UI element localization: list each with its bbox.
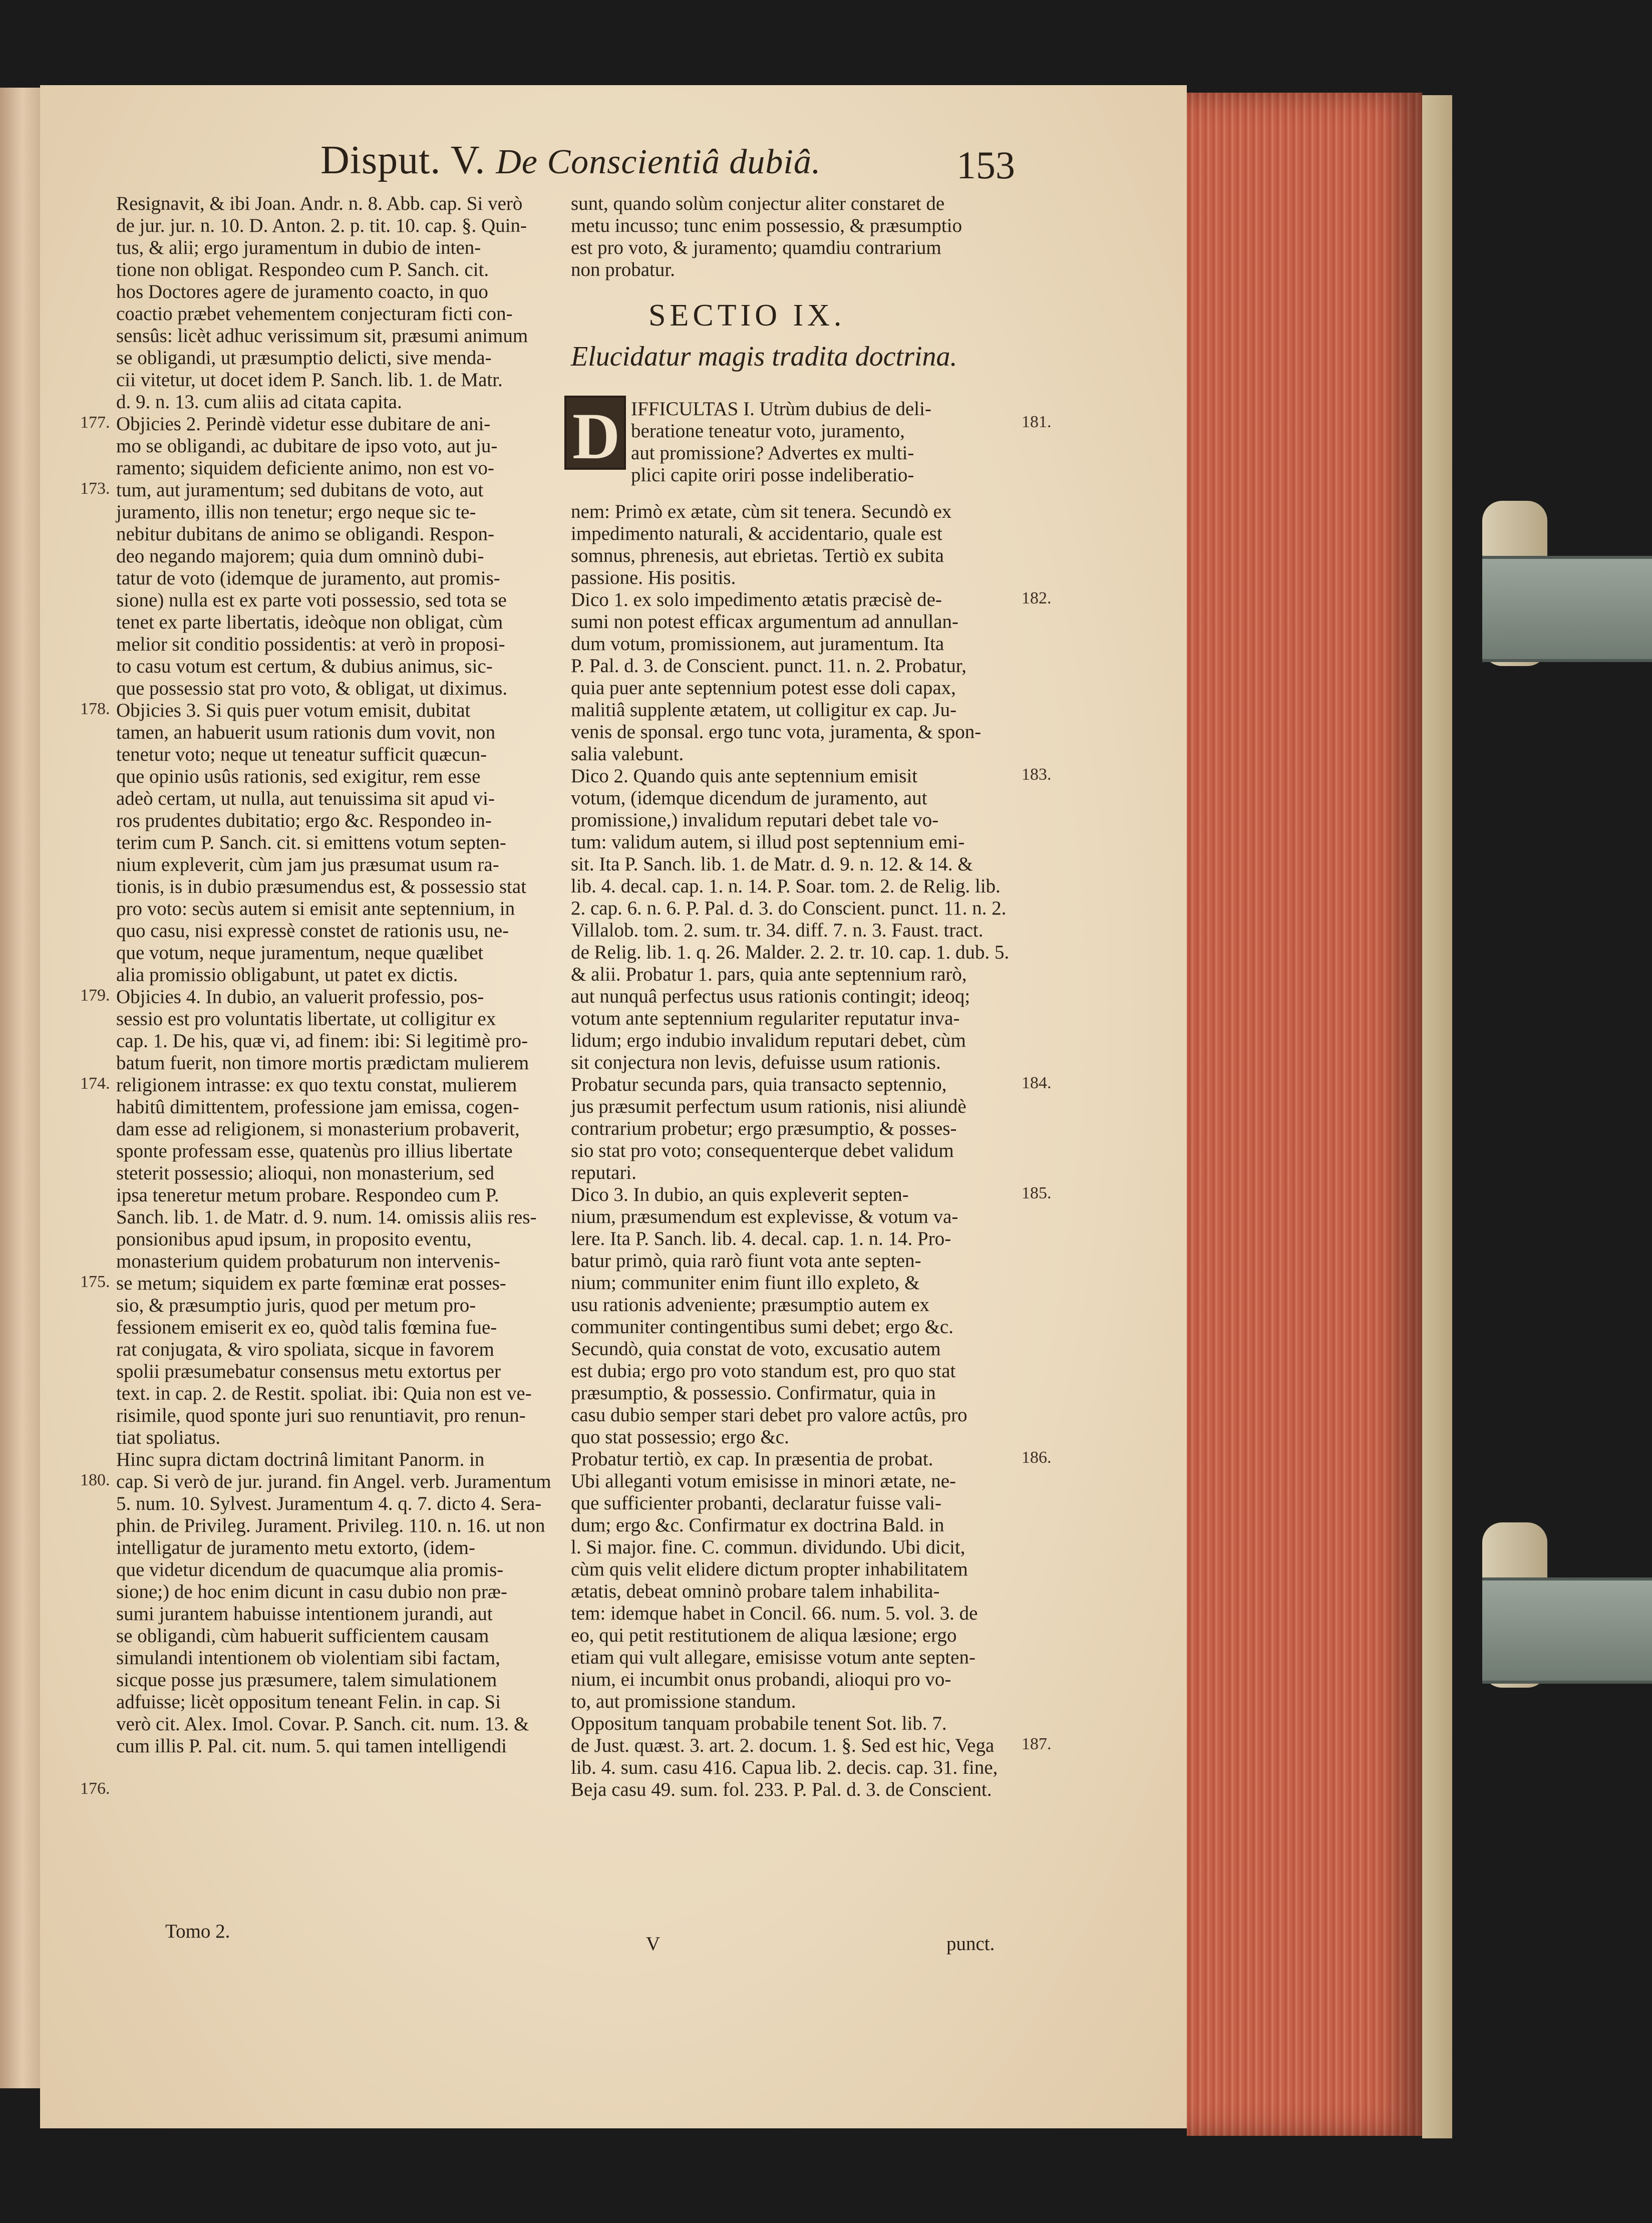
- left-column-line: hos Doctores agere de juramento coacto, in quo: [116, 281, 488, 302]
- right-column-line: contrarium probetur; ergo præsumptio, & posses-: [571, 1118, 957, 1139]
- left-column-line: tiat spoliatus.: [116, 1427, 220, 1448]
- left-column-line: tione non obligat. Respondeo cum P. Sanch. cit.: [116, 259, 489, 280]
- right-column-line: nium, præsumendum est explevisse, & votum va-: [571, 1206, 958, 1227]
- left-column-line: tenetur voto; neque ut teneatur sufficit quæcun-: [116, 744, 487, 765]
- right-column-line: votum, (idemque dicendum de juramento, aut: [571, 787, 927, 809]
- left-column-line: tatur de voto (idemque de juramento, aut promis-: [116, 567, 500, 589]
- right-column-line: batur primò, quia rarò fiunt vota ante septen-: [571, 1250, 921, 1272]
- right-column-line: cùm quis velit elidere dictum propter inhabilitatem: [571, 1558, 968, 1580]
- left-column-line: sione;) de hoc enim dicunt in casu dubio non præ-: [116, 1581, 507, 1603]
- right-intro-line: sunt, quando solùm conjectur aliter constaret de: [571, 193, 945, 214]
- right-column-line: Dico 1. ex solo impedimento ætatis præcisè de-: [571, 589, 942, 610]
- left-column-line: religionem intrasse: ex quo textu constat, mulierem: [116, 1074, 517, 1096]
- right-column-line: promissione,) invalidum reputari debet tale vo-: [571, 809, 939, 831]
- left-column-line: de jur. jur. n. 10. D. Anton. 2. p. tit. 10. cap. §. Quin-: [116, 215, 527, 236]
- right-column-line: lib. 4. sum. casu 416. Capua lib. 2. decis. cap. 31. fine,: [571, 1757, 998, 1778]
- left-column-line: ros prudentes dubitatio; ergo &c. Respondeo in-: [116, 810, 492, 831]
- right-column-line: 2. cap. 6. n. 6. P. Pal. d. 3. do Conscient. punct. 11. n. 2.: [571, 897, 1007, 919]
- right-column-line: communiter contingentibus sumi debet; ergo &c.: [571, 1316, 953, 1338]
- right-column-line: etiam qui vult allegare, emisisse votum ante septen-: [571, 1647, 975, 1668]
- running-head: [320, 138, 821, 183]
- left-column-line: spolii præsumebatur consensus metu extortus per: [116, 1361, 501, 1382]
- left-column-line: quo casu, nisi expressè constet de rationis usu, ne-: [116, 920, 509, 941]
- left-margin-number: 174.: [80, 1074, 110, 1093]
- right-column-line: Beja casu 49. sum. fol. 233. P. Pal. d. 3. de Conscient.: [571, 1779, 992, 1800]
- left-column-line: se obligandi, cùm habuerit sufficientem causam: [116, 1625, 489, 1647]
- right-column-line: quia puer ante septennium potest esse doli capax,: [571, 677, 956, 699]
- left-column-line: deo negando majorem; quia dum omninò dubi-: [116, 545, 484, 567]
- right-column-line: l. Si major. fine. C. commun. dividundo. Ubi dicit,: [571, 1536, 965, 1558]
- left-column-line: que possessio stat pro voto, & obligat, ut diximus.: [116, 678, 508, 699]
- left-margin-number: 180.: [80, 1471, 110, 1489]
- left-column-line: ramento; siquidem deficiente animo, non est vo-: [116, 457, 494, 479]
- right-intro-line: non probatur.: [571, 259, 675, 280]
- right-column-line: dum votum, promissionem, aut juramentum. Ita: [571, 633, 944, 655]
- left-margin-number: 178.: [80, 700, 110, 718]
- right-margin-number: 181.: [1022, 413, 1052, 431]
- left-margin-number: 177.: [80, 413, 110, 432]
- footer-signature: V: [646, 1933, 660, 1955]
- right-margin-number: 183.: [1022, 765, 1052, 784]
- left-column-line: verò cit. Alex. Imol. Covar. P. Sanch. cit. num. 13. &: [116, 1713, 529, 1735]
- left-column-line: adfuisse; licèt oppositum teneant Felin. in cap. Si: [116, 1691, 501, 1713]
- dropcap-letter: D: [572, 399, 620, 473]
- left-column-line: que opinio usûs rationis, sed exigitur, rem esse: [116, 766, 481, 787]
- previous-page-edge: [0, 88, 40, 2088]
- right-column-line: sit conjectura non levis, defuisse usum rationis.: [571, 1052, 941, 1073]
- right-margin-number: 187.: [1022, 1735, 1052, 1753]
- left-column-line: sponte professam esse, quatenùs pro illius libertate: [116, 1140, 513, 1162]
- dropcap-line: beratione teneatur voto, juramento,: [631, 420, 905, 442]
- left-column-line: sessio est pro voluntatis libertate, ut colligitur ex: [116, 1008, 496, 1030]
- left-column-line: tum, aut juramentum; sed dubitans de voto, aut: [116, 479, 484, 501]
- right-column-line: Villalob. tom. 2. sum. tr. 34. diff. 7. n. 3. Faust. tract.: [571, 919, 983, 941]
- left-column-line: monasterium quidem probaturum non intervenis-: [116, 1250, 500, 1272]
- left-column-line: adeò certam, ut nulla, aut tenuissima sit apud vi-: [116, 788, 495, 809]
- left-column-line: melior sit conditio possidentis: at verò in proposi-: [116, 633, 505, 655]
- right-column-line: tem: idemque habet in Concil. 66. num. 5. vol. 3. de: [571, 1603, 978, 1624]
- left-margin-number: 179.: [80, 986, 110, 1005]
- clasp-upper: [1482, 556, 1652, 662]
- right-column-line: impedimento naturali, & accidentario, quale est: [571, 523, 942, 544]
- right-column-line: Ubi alleganti votum emisisse in minori ætate, ne-: [571, 1470, 956, 1492]
- right-column-line: de Just. quæst. 3. art. 2. docum. 1. §. Sed est hic, Vega: [571, 1735, 995, 1756]
- left-column-line: tionis, is in dubio præsumendus est, & possessio stat: [116, 876, 527, 897]
- right-column-line: præsumptio, & possessio. Confirmatur, quia in: [571, 1382, 936, 1404]
- left-column-line: rat conjugata, & viro spoliata, sicque in favorem: [116, 1339, 494, 1360]
- footer-catchword: punct.: [946, 1933, 995, 1955]
- page-number: 153: [956, 143, 1015, 187]
- left-column-line: cap. Si verò de jur. jurand. fin Angel. verb. Juramentum: [116, 1471, 551, 1492]
- decorated-dropcap: [564, 396, 626, 473]
- right-column-line: passione. His positis.: [571, 567, 736, 588]
- right-column-line: ætatis, debeat omninò probare talem inhabilita-: [571, 1580, 940, 1602]
- right-column-line: jus præsumit perfectum usum rationis, nisi aliundè: [571, 1096, 966, 1117]
- right-column-line: reputari.: [571, 1162, 637, 1183]
- left-column-line: to casu votum est certum, & dubius animus, sic-: [116, 656, 493, 677]
- right-column-line: Oppositum tanquam probabile tenent Sot. lib. 7.: [571, 1713, 947, 1734]
- right-column-line: lidum; ergo indubio invalidum reputari debet, cùm: [571, 1030, 966, 1051]
- right-column-line: tum: validum autem, si illud post septennium emi-: [571, 831, 965, 853]
- clasp-lower: [1482, 1577, 1652, 1684]
- right-column-line: de Relig. lib. 1. q. 26. Malder. 2. 2. tr. 10. cap. 1. dub. 5.: [571, 941, 1010, 963]
- left-column-line: nium expleverit, cùm jam jus præsumat usum ra-: [116, 854, 499, 875]
- left-column-line: tus, & alii; ergo juramentum in dubio de inten-: [116, 237, 481, 258]
- section-subheading: Elucidatur magis tradita doctrina.: [571, 341, 957, 372]
- left-column-line: Objicies 3. Si quis puer votum emisit, dubitat: [116, 700, 471, 721]
- left-column-line: Objicies 2. Perindè videtur esse dubitare de ani-: [116, 413, 491, 435]
- running-head-title: De Conscientiâ dubiâ.: [496, 143, 821, 181]
- left-column-line: alia promissio obligabunt, ut patet ex dictis.: [116, 964, 458, 986]
- binding-board: [1422, 95, 1452, 2138]
- left-column-line: pro voto: secùs autem si emisit ante septennium, in: [116, 898, 515, 919]
- right-column-line: sio stat pro voto; consequenterque debet validum: [571, 1140, 954, 1161]
- left-margin-number: 176.: [80, 1779, 110, 1798]
- left-column-line: nebitur dubitans de animo se obligandi. Respon-: [116, 523, 494, 545]
- right-column-line: lib. 4. decal. cap. 1. n. 14. P. Soar. tom. 2. de Relig. lib.: [571, 875, 1001, 897]
- left-margin-number: 175.: [80, 1273, 110, 1291]
- right-column-line: sumi non potest efficax argumentum ad annullan-: [571, 611, 959, 632]
- right-column-line: & alii. Probatur 1. pars, quia ante septennium rarò,: [571, 964, 967, 985]
- right-column-line: Probatur secunda pars, quia transacto septennio,: [571, 1074, 947, 1095]
- left-column-line: se obligandi, ut præsumptio delicti, sive menda-: [116, 347, 492, 369]
- right-margin-number: 182.: [1022, 589, 1052, 607]
- left-column-line: sio, & præsumptio juris, quod per metum pro-: [116, 1295, 476, 1316]
- left-column-line: que votum, neque juramentum, neque quælibet: [116, 942, 484, 964]
- left-column-line: steterit possessio; alioqui, non monasterium, sed: [116, 1162, 494, 1184]
- left-column-line: mo se obligandi, ac dubitare de ipso voto, aut ju-: [116, 435, 498, 457]
- right-column-line: quo stat possessio; ergo &c.: [571, 1426, 789, 1448]
- right-margin-number: 185.: [1022, 1184, 1052, 1202]
- left-column-line: cii vitetur, ut docet idem P. Sanch. lib. 1. de Matr.: [116, 369, 503, 391]
- left-column-line: simulandi intentionem ob violentiam sibi factam,: [116, 1647, 500, 1669]
- right-column-line: nium, ei incumbit onus probandi, alioqui pro vo-: [571, 1669, 951, 1690]
- left-column-line: cum illis P. Pal. cit. num. 5. qui tamen intelligendi: [116, 1735, 507, 1757]
- left-column-line: Hinc supra dictam doctrinâ limitant Panorm. in: [116, 1449, 485, 1470]
- left-column-line: text. in cap. 2. de Restit. spoliat. ibi: Quia non est ve-: [116, 1383, 532, 1404]
- dropcap-line: plici capite oriri posse indeliberatio-: [631, 464, 914, 486]
- right-column-line: P. Pal. d. 3. de Conscient. punct. 11. n. 2. Probatur,: [571, 655, 966, 677]
- right-column-line: sit. Ita P. Sanch. lib. 1. de Matr. d. 9. n. 12. & 14. &: [571, 853, 973, 875]
- section-heading: SECTIO IX.: [648, 298, 846, 333]
- right-column-line: nium; communiter enim fiunt illo expleto, &: [571, 1272, 920, 1294]
- left-column-line: phin. de Privileg. Jurament. Privileg. 110. n. 16. ut non: [116, 1515, 545, 1536]
- right-intro-line: metu incusso; tunc enim possessio, & præsumptio: [571, 215, 962, 236]
- right-column-line: votum ante septennium regulariter reputatur inva-: [571, 1008, 960, 1029]
- left-column-line: se metum; siquidem ex parte fœminæ erat posses-: [116, 1273, 506, 1294]
- left-column-line: juramento, illis non tenetur; ergo neque sic te-: [116, 501, 476, 523]
- left-column-line: dam esse ad religionem, si monasterium probaverit,: [116, 1118, 520, 1140]
- footer-volume: Tomo 2.: [165, 1921, 230, 1942]
- right-column-line: to, aut promissione standum.: [571, 1691, 796, 1712]
- left-column-line: que videtur dicendum de quacumque alia promis-: [116, 1559, 504, 1580]
- left-column-line: risimile, quod sponte juri suo renuntiavit, pro renun-: [116, 1405, 526, 1426]
- left-column-line: ponsionibus apud ipsum, in proposito eventu,: [116, 1228, 472, 1250]
- left-column-line: sumi jurantem habuisse intentionem jurandi, aut: [116, 1603, 493, 1625]
- right-column-line: lere. Ita P. Sanch. lib. 4. decal. cap. 1. n. 14. Pro-: [571, 1228, 951, 1249]
- left-column-line: ipsa teneretur metum probare. Respondeo cum P.: [116, 1184, 499, 1206]
- left-column-line: Sanch. lib. 1. de Matr. d. 9. num. 14. omissis aliis res-: [116, 1206, 537, 1228]
- right-column-line: nem: Primò ex ætate, cùm sit tenera. Secundò ex: [571, 501, 952, 522]
- right-column-line: somnus, phrenesis, aut ebrietas. Tertiò ex subita: [571, 545, 944, 566]
- page-block-fore-edge: [1187, 93, 1422, 2136]
- right-margin-number: 184.: [1022, 1074, 1052, 1092]
- left-column-line: d. 9. n. 13. cum aliis ad citata capita.: [116, 391, 402, 413]
- right-column-line: Secundò, quia constat de voto, excusatio autem: [571, 1338, 941, 1360]
- right-column-line: eo, qui petit restitutionem de aliqua læsione; ergo: [571, 1625, 957, 1646]
- right-column-line: Dico 3. In dubio, an quis expleverit septen-: [571, 1184, 909, 1205]
- left-column-line: coactio præbet vehementem conjecturam ficti con-: [116, 303, 513, 325]
- right-column-line: salia valebunt.: [571, 743, 684, 765]
- left-column-line: sicque posse jus præsumere, talem simulationem: [116, 1669, 497, 1691]
- left-column-line: habitû dimittentem, professione jam emissa, cogen-: [116, 1096, 519, 1118]
- right-column-line: que sufficienter probanti, declaratur fuisse vali-: [571, 1492, 941, 1514]
- left-column-line: batum fuerit, non timore mortis prædictam mulierem: [116, 1052, 529, 1074]
- right-column-line: usu rationis adveniente; præsumptio autem ex: [571, 1294, 929, 1316]
- left-column-line: tamen, an habuerit usum rationis dum vovit, non: [116, 722, 496, 743]
- left-column-line: Objicies 4. In dubio, an valuerit professio, pos-: [116, 986, 484, 1008]
- right-column-line: est dubia; ergo pro voto standum est, pro quo stat: [571, 1360, 956, 1382]
- left-margin-number: 173.: [80, 479, 110, 498]
- right-column-line: venis de sponsal. ergo tunc vota, juramenta, & spon-: [571, 721, 981, 743]
- left-column-line: sione) nulla est ex parte voti possessio, sed tota se: [116, 589, 507, 611]
- right-intro-line: est pro voto, & juramento; quamdiu contrarium: [571, 237, 941, 258]
- right-column-line: dum; ergo &c. Confirmatur ex doctrina Bald. in: [571, 1514, 944, 1536]
- left-column-line: 5. num. 10. Sylvest. Juramentum 4. q. 7. dicto 4. Sera-: [116, 1493, 542, 1514]
- right-margin-number: 186.: [1022, 1448, 1052, 1467]
- right-column-line: casu dubio semper stari debet pro valore actûs, pro: [571, 1404, 967, 1426]
- left-column-line: intelligatur de juramento metu extorto, (idem-: [116, 1537, 475, 1558]
- right-column-line: aut nunquâ perfectus usus rationis contingit; ideoq;: [571, 986, 970, 1007]
- right-column-line: Dico 2. Quando quis ante septennium emisit: [571, 765, 918, 787]
- right-column-line: Probatur tertiò, ex cap. In præsentia de probat.: [571, 1448, 933, 1470]
- left-column-line: tenet ex parte libertatis, ideòque non obligat, cùm: [116, 611, 503, 633]
- dropcap-line: aut promissione? Advertes ex multi-: [631, 442, 914, 464]
- left-column-line: sensûs: licèt adhuc verissimum sit, præsumi animum: [116, 325, 528, 347]
- left-column-line: terim cum P. Sanch. cit. si emittens votum septen-: [116, 832, 506, 853]
- right-column-line: malitiâ supplente ætatem, ut colligitur ex cap. Ju-: [571, 699, 957, 721]
- left-column-line: fessionem emiserit ex eo, quòd talis fœmina fue-: [116, 1317, 497, 1338]
- dropcap-line: IFFICULTAS I. Utrùm dubius de deli-: [631, 398, 931, 420]
- left-column-line: cap. 1. De his, quæ vi, ad finem: ibi: Si legitimè pro-: [116, 1030, 528, 1052]
- running-head-left: Disput. V.: [320, 138, 486, 182]
- left-column-line: Resignavit, & ibi Joan. Andr. n. 8. Abb. cap. Si verò: [116, 193, 523, 214]
